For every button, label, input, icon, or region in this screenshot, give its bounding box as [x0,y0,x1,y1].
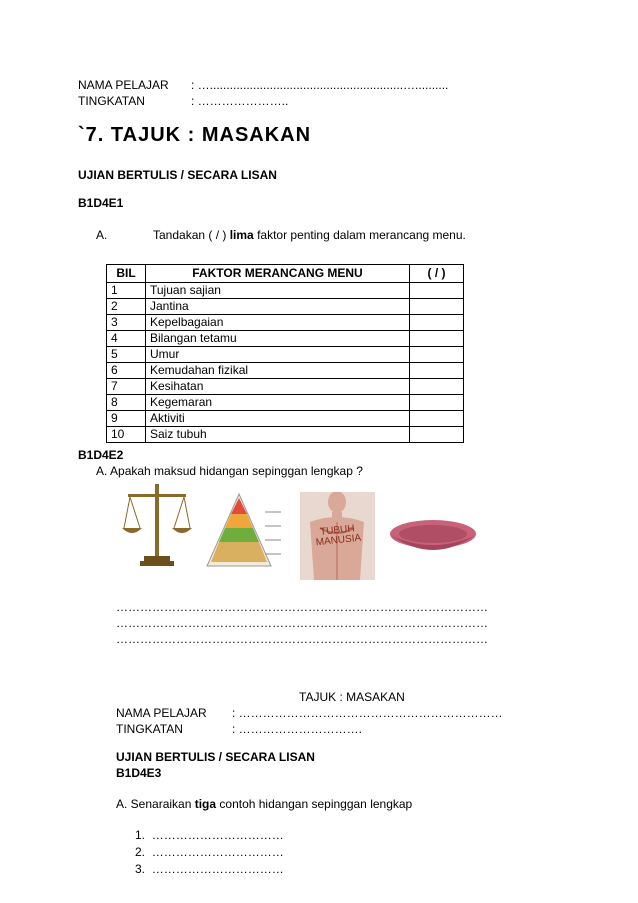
question-text-pre: Tandakan ( / ) [153,228,230,242]
tingkatan-label: TINGKATAN [78,94,145,108]
answer-line-1[interactable]: ………………………………………………………………………………… [116,600,488,614]
table-row [107,395,464,411]
page2-question-post: contoh hidangan sepinggan lengkap [216,797,413,811]
section-code-2: B1D4E2 [78,448,124,462]
row-num: 6 [107,363,146,379]
tick-cell[interactable] [410,363,464,379]
tick-cell[interactable] [410,315,464,331]
page2-tingkatan-label: TINGKATAN [116,722,183,736]
row-faktor: Saiz tubuh [146,427,410,443]
question-text [153,228,466,242]
nama-pelajar-label: NAMA PELAJAR [78,78,169,92]
table-header-row [107,265,464,283]
list-item-line[interactable]: …………………………… [151,828,284,842]
question-letter: A. [96,228,108,242]
tingkatan-field[interactable]: : ………………….. [191,94,289,108]
question-text-2: A. Apakah maksud hidangan sepinggan lengkap ? [96,464,363,478]
tick-cell[interactable] [410,427,464,443]
body-image-label: TUBUH MANUSIA [315,523,362,549]
list-item-line[interactable]: …………………………… [151,845,284,859]
table-row [107,283,464,299]
page2-question-bold: tiga [194,797,217,811]
list-item [135,828,284,842]
table-row [107,347,464,363]
table-row [107,315,464,331]
row-num: 4 [107,331,146,347]
question-text-bold: lima [229,228,254,242]
list-item-number: 2. [135,845,146,859]
row-faktor: Aktiviti [146,411,410,427]
row-num: 9 [107,411,146,427]
row-num: 1 [107,283,146,299]
row-faktor: Kesihatan [146,379,410,395]
page2-question-pre: A. Senaraikan [116,797,195,811]
page2-title: TAJUK : MASAKAN [299,690,405,704]
header-faktor: FAKTOR MERANCANG MENU [146,265,410,283]
list-item [135,845,284,859]
row-faktor: Tujuan sajian [146,283,410,299]
tick-cell[interactable] [410,331,464,347]
row-faktor: Kegemaran [146,395,410,411]
tick-cell[interactable] [410,347,464,363]
table-row [107,379,464,395]
row-faktor: Umur [146,347,410,363]
page2-question [116,797,412,811]
header-bil: BIL [107,265,146,283]
row-faktor: Bilangan tetamu [146,331,410,347]
answer-line-2[interactable]: ………………………………………………………………………………… [116,616,488,630]
list-item-line[interactable]: …………………………… [151,862,284,876]
section-code: B1D4E1 [78,196,124,210]
row-num: 7 [107,379,146,395]
list-item-number: 3. [135,862,146,876]
list-item [135,862,284,876]
row-faktor: Jantina [146,299,410,315]
tick-cell[interactable] [410,411,464,427]
table-row [107,363,464,379]
row-num: 2 [107,299,146,315]
row-faktor: Kemudahan fizikal [146,363,410,379]
tick-cell[interactable] [410,283,464,299]
page2-nama-field[interactable]: : ………………………………………………………… [232,706,503,720]
row-num: 8 [107,395,146,411]
table-row [107,299,464,315]
page2-tingkatan-field[interactable]: : …………………………. [232,722,363,736]
page-title: `7. TAJUK : MASAKAN [78,124,312,146]
row-num: 10 [107,427,146,443]
faktor-table [106,264,464,443]
tick-cell[interactable] [410,379,464,395]
row-num: 5 [107,347,146,363]
table-row [107,411,464,427]
plate-icon [388,516,478,558]
row-num: 3 [107,315,146,331]
row-faktor: Kepelbagaian [146,315,410,331]
page2-heading: UJIAN BERTULIS / SECARA LISAN [116,750,315,764]
table-row [107,427,464,443]
scale-icon [122,480,192,570]
question-text-post: faktor penting dalam merancang menu. [253,228,466,242]
nama-pelajar-field[interactable]: : …..........................................................….......... [191,78,449,92]
header-tick: ( / ) [410,265,464,283]
tick-cell[interactable] [410,299,464,315]
table-row [107,331,464,347]
food-pyramid-icon [205,492,283,570]
list-item-number: 1. [135,828,146,842]
body-image [300,492,375,580]
page2-code: B1D4E3 [116,766,162,780]
answer-line-3[interactable]: ………………………………………………………………………………… [116,632,488,646]
tick-cell[interactable] [410,395,464,411]
section-heading: UJIAN BERTULIS / SECARA LISAN [78,168,277,182]
page2-nama-label: NAMA PELAJAR [116,706,207,720]
